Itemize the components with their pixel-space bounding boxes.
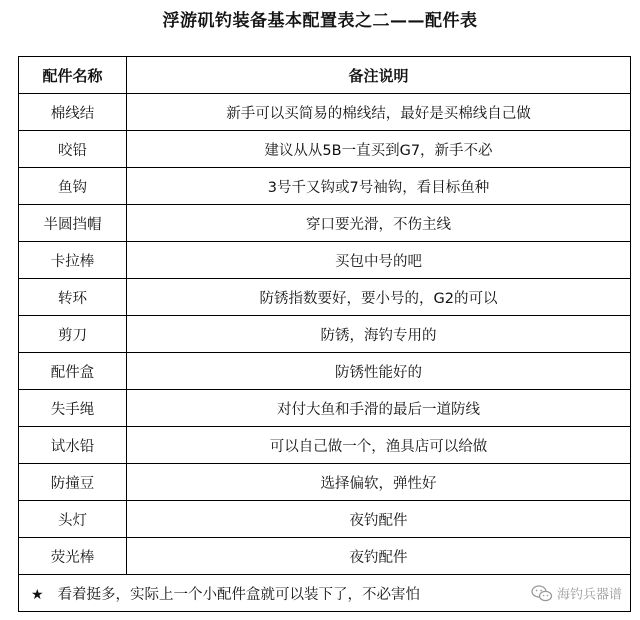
part-note: 建议从从5B一直买到G7，新手不必	[127, 131, 631, 168]
part-note: 夜钓配件	[127, 501, 631, 538]
part-name: 荧光棒	[19, 538, 127, 575]
footer-note-cell	[19, 575, 631, 612]
part-name: 棉线结	[19, 94, 127, 131]
table-row	[19, 427, 631, 464]
part-name: 配件盒	[19, 353, 127, 390]
watermark-text: 海钓兵器谱	[556, 587, 622, 603]
table-row	[19, 131, 631, 168]
part-name: 卡拉棒	[19, 242, 127, 279]
table-row	[19, 205, 631, 242]
part-note: 防锈性能好的	[127, 353, 631, 390]
part-name: 鱼钩	[19, 168, 127, 205]
part-note: 买包中号的吧	[127, 242, 631, 279]
part-note: 对付大鱼和手滑的最后一道防线	[127, 390, 631, 427]
part-name: 失手绳	[19, 390, 127, 427]
part-note: 穿口要光滑，不伤主线	[127, 205, 631, 242]
table-row	[19, 501, 631, 538]
column-header-note: 备注说明	[127, 57, 631, 94]
part-name: 转环	[19, 279, 127, 316]
table-row	[19, 316, 631, 353]
config-table	[18, 56, 631, 612]
table-row	[19, 390, 631, 427]
table-row	[19, 464, 631, 501]
part-name: 防撞豆	[19, 464, 127, 501]
page-title: 浮游矶钓装备基本配置表之二——配件表	[162, 11, 478, 31]
table-row	[19, 242, 631, 279]
wechat-icon	[531, 584, 553, 602]
table-row	[19, 94, 631, 131]
part-note: 选择偏软，弹性好	[127, 464, 631, 501]
table-row	[19, 353, 631, 390]
part-note: 新手可以买简易的棉线结，最好是买棉线自己做	[127, 94, 631, 131]
part-name: 剪刀	[19, 316, 127, 353]
footer-note: 看着挺多，实际上一个小配件盒就可以装下了，不必害怕	[57, 586, 421, 603]
part-name: 咬铅	[19, 131, 127, 168]
part-name: 试水铅	[19, 427, 127, 464]
part-note: 3号千又钩或7号袖钩，看目标鱼种	[127, 168, 631, 205]
part-name: 头灯	[19, 501, 127, 538]
part-note: 夜钓配件	[127, 538, 631, 575]
table-row	[19, 168, 631, 205]
column-header-name: 配件名称	[19, 57, 127, 94]
table-row	[19, 279, 631, 316]
table-row	[19, 538, 631, 575]
footer-row	[19, 575, 631, 612]
part-note: 防锈，海钓专用的	[127, 316, 631, 353]
table-header-row	[19, 57, 631, 94]
part-note: 可以自己做一个，渔具店可以给做	[127, 427, 631, 464]
watermark	[531, 584, 622, 603]
star-icon: ★	[31, 586, 44, 603]
part-note: 防锈指数要好，要小号的，G2的可以	[127, 279, 631, 316]
part-name: 半圆挡帽	[19, 205, 127, 242]
